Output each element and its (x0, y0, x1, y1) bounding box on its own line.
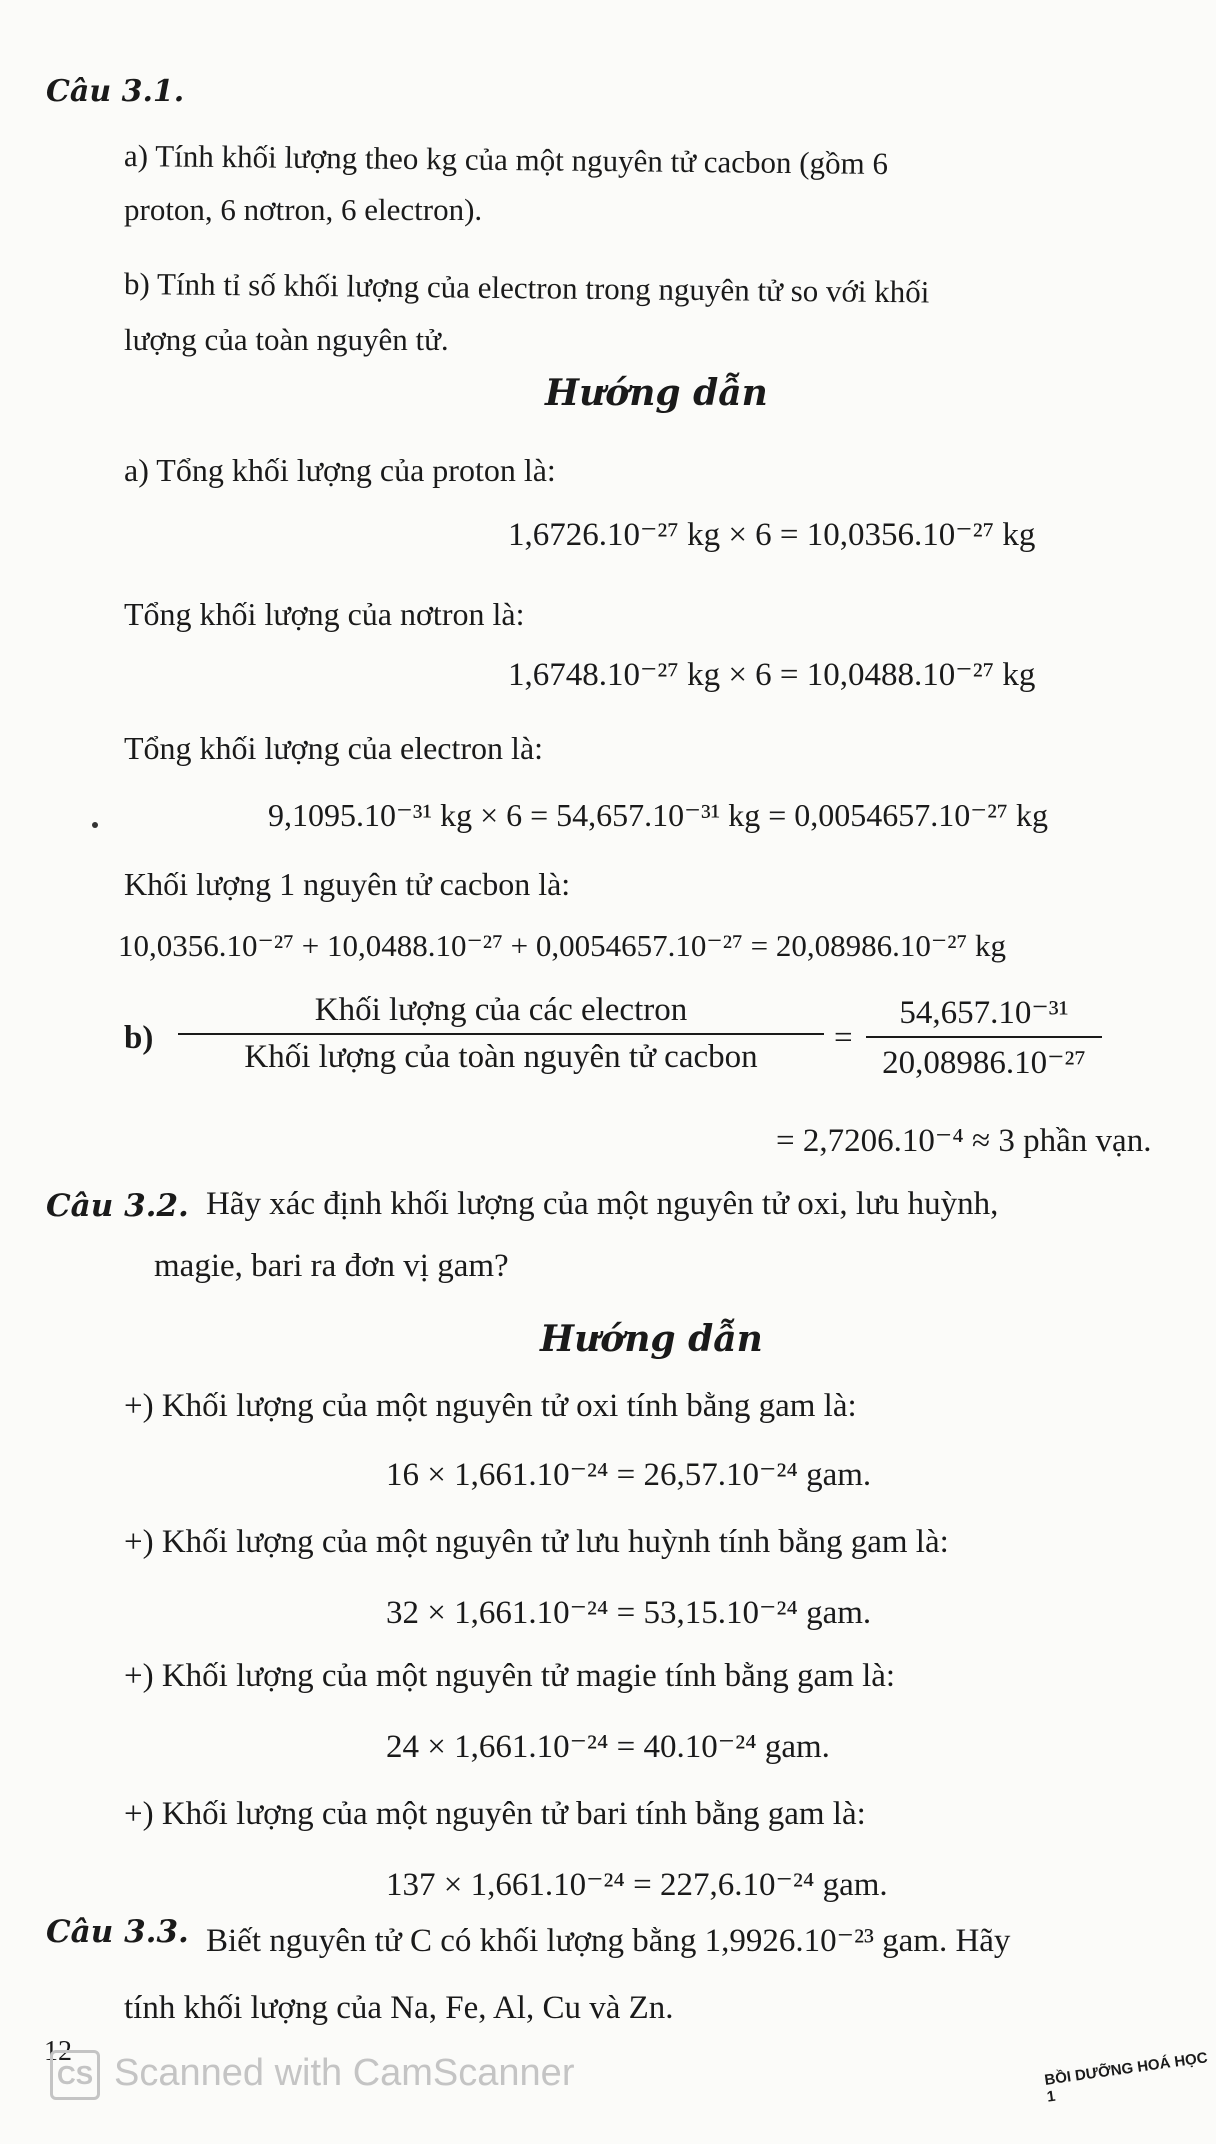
watermark-text: Scanned with CamScanner (114, 2052, 575, 2095)
fraction-numbers-denominator: 20,08986.10⁻²⁷ (882, 1045, 1086, 1081)
barium-equation: 137 × 1,661.10⁻²⁴ = 227,6.10⁻²⁴ gam. (386, 1867, 888, 1903)
question-3-1-a-line1: a) Tính khối lượng theo kg của một nguyên tử cacbon (gồm 6 (123, 138, 889, 181)
barium-label: +) Khối lượng của một nguyên tử bari tính bằng gam là: (124, 1796, 866, 1832)
fraction-equals-sign: = (834, 1020, 853, 1056)
question-3-2-line2: magie, bari ra đơn vị gam? (154, 1248, 509, 1284)
camscanner-watermark (50, 2050, 574, 2100)
electron-label: Tổng khối lượng của electron là: (124, 730, 544, 766)
part-b-label: b) (124, 1020, 154, 1056)
camscanner-logo-icon: CS (50, 2050, 100, 2100)
ratio-fraction-words (178, 992, 824, 1076)
question-3-3-line2: tính khối lượng của Na, Fe, Al, Cu và Zn. (124, 1990, 674, 2026)
fraction-words-bar (178, 1033, 824, 1035)
carbon-equation: 10,0356.10⁻²⁷ + 10,0488.10⁻²⁷ + 0,0054657.10⁻²⁷ = 20,08986.10⁻²⁷ kg (118, 928, 1007, 963)
magnesium-label: +) Khối lượng của một nguyên tử magie tính bằng gam là: (124, 1658, 896, 1694)
guide-heading-3-1: Hướng dẫn (545, 372, 768, 414)
carbon-label: Khối lượng 1 nguyên tử cacbon là: (124, 866, 571, 902)
question-3-2-line1: Hãy xác định khối lượng của một nguyên tử oxi, lưu huỳnh, (206, 1186, 999, 1222)
proton-equation: 1,6726.10⁻²⁷ kg × 6 = 10,0356.10⁻²⁷ kg (508, 517, 1036, 553)
electron-equation: 9,1095.10⁻³¹ kg × 6 = 54,657.10⁻³¹ kg = 0,0054657.10⁻²⁷ kg (268, 797, 1048, 833)
neutron-label: Tổng khối lượng của nơtron là: (124, 596, 525, 632)
question-3-3-title: Câu 3.3. (46, 1914, 189, 1950)
question-3-1-title: Câu 3.1. (46, 74, 185, 109)
fraction-numbers-bar (866, 1036, 1102, 1038)
proton-label: a) Tổng khối lượng của proton là: (124, 452, 556, 488)
oxi-label: +) Khối lượng của một nguyên tử oxi tính bằng gam là: (124, 1388, 857, 1424)
ratio-result: = 2,7206.10⁻⁴ ≈ 3 phần vạn. (776, 1123, 1152, 1159)
guide-heading-3-2: Hướng dẫn (540, 1318, 763, 1360)
magnesium-equation: 24 × 1,661.10⁻²⁴ = 40.10⁻²⁴ gam. (386, 1729, 830, 1765)
fraction-words-numerator: Khối lượng của các electron (314, 992, 688, 1028)
page-number: 12 (44, 2036, 72, 2067)
fraction-numbers-numerator: 54,657.10⁻³¹ (899, 995, 1069, 1031)
neutron-equation: 1,6748.10⁻²⁷ kg × 6 = 10,0488.10⁻²⁷ kg (508, 657, 1036, 693)
question-3-2-title: Câu 3.2. (46, 1188, 189, 1224)
scan-speck (92, 822, 98, 828)
question-3-1-a-line2: proton, 6 nơtron, 6 electron). (124, 192, 483, 227)
book-brand-footer: BỒI DƯỠNG HOÁ HỌC 1 (1043, 2049, 1209, 2106)
oxi-equation: 16 × 1,661.10⁻²⁴ = 26,57.10⁻²⁴ gam. (386, 1457, 872, 1493)
question-3-1-b-line1: b) Tính tỉ số khối lượng của electron trong nguyên tử so với khối (123, 266, 930, 310)
sulfur-equation: 32 × 1,661.10⁻²⁴ = 53,15.10⁻²⁴ gam. (386, 1595, 872, 1631)
question-3-3-line1: Biết nguyên tử C có khối lượng bằng 1,9926.10⁻²³ gam. Hãy (206, 1923, 1011, 1959)
ratio-fraction-numbers (866, 992, 1102, 1082)
question-3-1-b-line2: lượng của toàn nguyên tử. (124, 322, 449, 357)
sulfur-label: +) Khối lượng của một nguyên tử lưu huỳnh tính bằng gam là: (124, 1524, 949, 1560)
fraction-words-denominator: Khối lượng của toàn nguyên tử cacbon (244, 1039, 758, 1075)
